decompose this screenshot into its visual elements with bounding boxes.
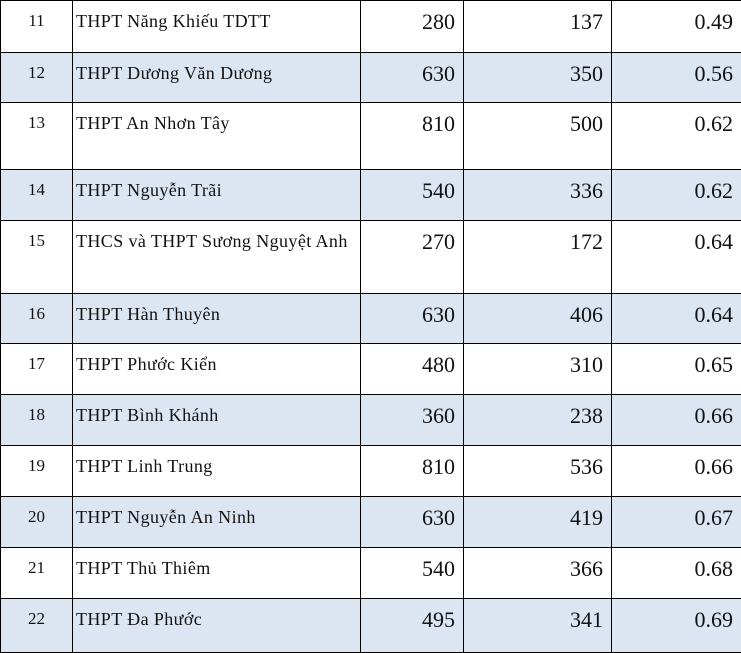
value-b: 238 [464, 395, 612, 446]
row-number: 14 [1, 170, 73, 221]
row-number: 18 [1, 395, 73, 446]
value-a: 495 [361, 599, 464, 653]
school-name: THPT Phước Kiển [73, 344, 361, 395]
value-ratio: 0.62 [612, 103, 741, 170]
school-name: THPT Hàn Thuyên [73, 294, 361, 344]
table-row [1, 446, 741, 497]
value-b: 310 [464, 344, 612, 395]
value-a: 630 [361, 294, 464, 344]
value-b: 350 [464, 53, 612, 103]
row-number: 13 [1, 103, 73, 170]
row-number: 16 [1, 294, 73, 344]
school-name: THPT Thủ Thiêm [73, 548, 361, 599]
school-name: THPT Nguyễn Trãi [73, 170, 361, 221]
row-number: 19 [1, 446, 73, 497]
school-name: THCS và THPT Sương Nguyệt Anh [73, 221, 361, 294]
value-a: 270 [361, 221, 464, 294]
value-b: 341 [464, 599, 612, 653]
value-ratio: 0.65 [612, 344, 741, 395]
value-b: 336 [464, 170, 612, 221]
value-ratio: 0.64 [612, 221, 741, 294]
row-number: 17 [1, 344, 73, 395]
value-ratio: 0.66 [612, 446, 741, 497]
row-number: 15 [1, 221, 73, 294]
school-name: THPT Nguyễn An Ninh [73, 497, 361, 548]
value-ratio: 0.56 [612, 53, 741, 103]
school-name: THPT Đa Phước [73, 599, 361, 653]
value-b: 536 [464, 446, 612, 497]
value-a: 280 [361, 1, 464, 53]
table-row [1, 344, 741, 395]
row-number: 12 [1, 53, 73, 103]
value-a: 540 [361, 170, 464, 221]
row-number: 20 [1, 497, 73, 548]
school-name: THPT Bình Khánh [73, 395, 361, 446]
school-name: THPT An Nhơn Tây [73, 103, 361, 170]
value-ratio: 0.66 [612, 395, 741, 446]
school-name: THPT Linh Trung [73, 446, 361, 497]
value-ratio: 0.49 [612, 1, 741, 53]
value-b: 366 [464, 548, 612, 599]
value-a: 810 [361, 103, 464, 170]
school-name: THPT Năng Khiếu TDTT [73, 1, 361, 53]
table-row [1, 170, 741, 221]
value-a: 480 [361, 344, 464, 395]
table-row [1, 497, 741, 548]
table-row [1, 294, 741, 344]
value-a: 630 [361, 497, 464, 548]
value-b: 500 [464, 103, 612, 170]
value-b: 406 [464, 294, 612, 344]
value-ratio: 0.67 [612, 497, 741, 548]
table-row [1, 548, 741, 599]
row-number: 11 [1, 1, 73, 53]
value-a: 360 [361, 395, 464, 446]
value-ratio: 0.62 [612, 170, 741, 221]
value-ratio: 0.69 [612, 599, 741, 653]
table-row [1, 103, 741, 170]
row-number: 22 [1, 599, 73, 653]
value-a: 630 [361, 53, 464, 103]
value-b: 137 [464, 1, 612, 53]
table-row [1, 599, 741, 653]
value-ratio: 0.64 [612, 294, 741, 344]
school-name: THPT Dương Văn Dương [73, 53, 361, 103]
value-a: 540 [361, 548, 464, 599]
table-row [1, 53, 741, 103]
table-row [1, 1, 741, 53]
table-row [1, 221, 741, 294]
row-number: 21 [1, 548, 73, 599]
value-b: 172 [464, 221, 612, 294]
value-ratio: 0.68 [612, 548, 741, 599]
value-a: 810 [361, 446, 464, 497]
table-row [1, 395, 741, 446]
value-b: 419 [464, 497, 612, 548]
